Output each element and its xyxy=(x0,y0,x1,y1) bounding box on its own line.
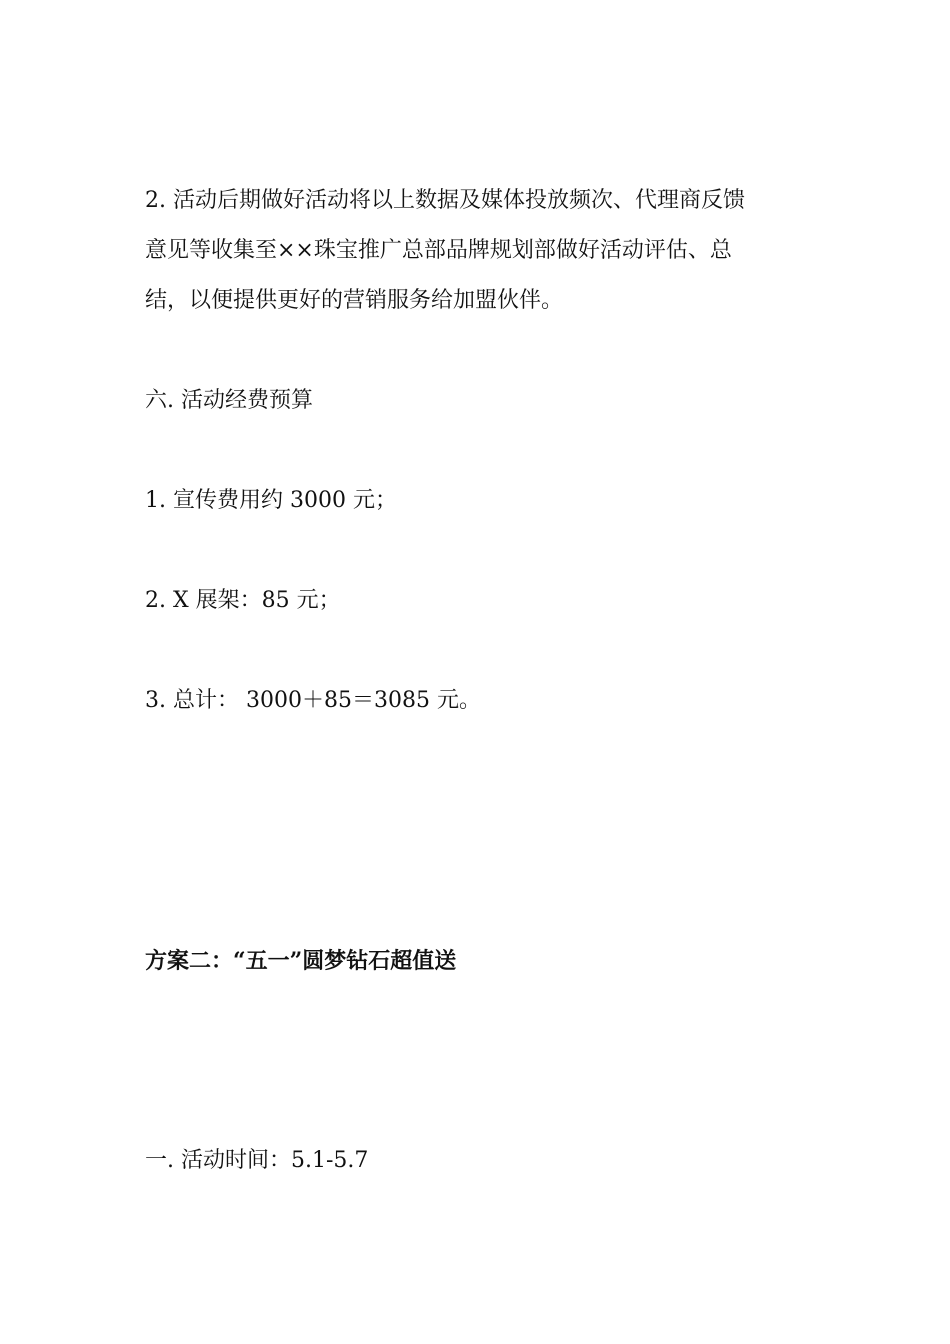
budget-item-publicity: 1. 宣传费用约 3000 元； xyxy=(145,488,397,513)
paragraph-line: 结，以便提供更好的营销服务给加盟伙伴。 xyxy=(145,288,564,313)
section-heading-budget: 六. 活动经费预算 xyxy=(145,388,313,413)
paragraph-line: 意见等收集至××珠宝推广总部品牌规划部做好活动评估、总 xyxy=(145,238,732,263)
budget-item-display-stand: 2. X 展架：85 元； xyxy=(145,588,341,613)
paragraph-line: 2. 活动后期做好活动将以上数据及媒体投放频次、代理商反馈 xyxy=(145,188,745,213)
section-heading-time: 一. 活动时间：5.1-5.7 xyxy=(145,1148,369,1173)
budget-item-total: 3. 总计： 3000＋85＝3085 元。 xyxy=(145,688,481,713)
plan-title: 方案二：“五一”圆梦钻石超值送 xyxy=(145,948,457,974)
